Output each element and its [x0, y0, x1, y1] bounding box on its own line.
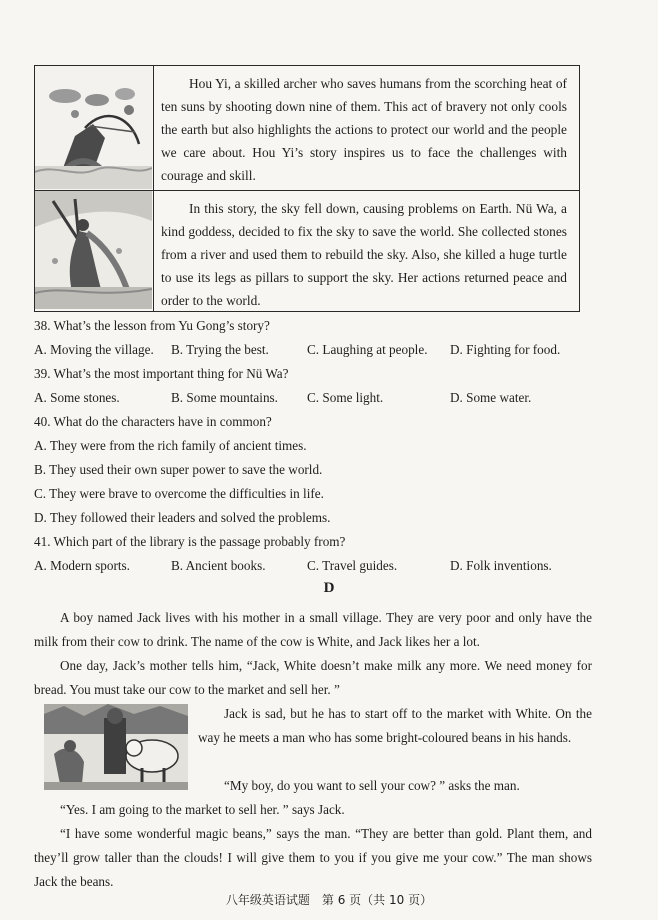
hou-yi-paragraph: Hou Yi, a skilled archer who saves humans from the scorching heat of ten suns by shooting down nine of them. This act of bravery not only cools the earth but also highlights the actions to protect our world and the people we care about. Hou Yi’s story inspires us to face the challenges with courage and skill. [161, 76, 567, 183]
q38-option-a: A. Moving the village. [34, 342, 154, 357]
q40-option-d: D. They followed their leaders and solved the problems. [34, 510, 331, 525]
q39-option-c: C. Some light. [307, 390, 384, 405]
passage-paragraph-2: One day, Jack’s mother tells him, “Jack, White doesn’t make milk any more. We need money for bread. You must take our cow to the market and sell her. ” [34, 658, 592, 697]
passage-paragraph-3: Jack is sad, but he has to start off to the market with White. On the way he meets a man who has some bright-coloured beans in his hands. [198, 706, 592, 745]
q40-option-b: B. They used their own super power to save the world. [34, 462, 323, 477]
nu-wa-paragraph: In this story, the sky fell down, causing problems on Earth. Nü Wa, a kind goddess, decided to fix the sky to save the world. She collected stones from a river and used them to rebuild the sky. Also, she killed a huge turtle to use its legs as pillars to support the sky. Her actions returned peace and order to the world. [161, 201, 567, 308]
q41-option-d: D. Folk inventions. [450, 558, 552, 573]
passage-paragraph-5: “Yes. I am going to the market to sell her. ” says Jack. [60, 802, 345, 817]
section-d-heading: D [323, 580, 335, 596]
q38-option-b: B. Trying the best. [171, 342, 269, 357]
question-41-stem: 41. Which part of the library is the passage probably from? [34, 534, 346, 549]
nu-wa-goddess-icon [35, 191, 152, 309]
q39-option-a: A. Some stones. [34, 390, 120, 405]
q39-option-b: B. Some mountains. [171, 390, 278, 405]
passage-paragraph-4: “My boy, do you want to sell your cow? ” asks the man. [224, 778, 520, 793]
q40-option-a: A. They were from the rich family of ancient times. [34, 438, 307, 453]
passage-paragraph-6: “I have some wonderful magic beans,” says the man. “They are better than gold. Plant them, and they’ll grow taller than the clouds! I will give them to you if you give me your cow.” The man shows Jack the beans. [34, 826, 592, 889]
hou-yi-text [161, 72, 567, 187]
hou-yi-archer-icon [35, 66, 152, 189]
nu-wa-text [161, 197, 567, 312]
jack-and-cow-icon [44, 704, 188, 790]
q41-option-b: B. Ancient books. [171, 558, 266, 573]
q41-option-c: C. Travel guides. [307, 558, 398, 573]
q40-option-c: C. They were brave to overcome the difficulties in life. [34, 486, 324, 501]
table-row-nu-wa [35, 191, 579, 311]
q41-option-a: A. Modern sports. [34, 558, 130, 573]
q38-option-d: D. Fighting for food. [450, 342, 561, 357]
question-39-stem: 39. What’s the most important thing for Nü Wa? [34, 366, 289, 381]
passage-paragraph-1: A boy named Jack lives with his mother in a small village. They are very poor and only have the milk from their cow to drink. The name of the cow is White, and Jack likes her a lot. [34, 610, 592, 649]
q39-option-d: D. Some water. [450, 390, 532, 405]
story-table [34, 65, 580, 312]
table-row-hou-yi [35, 66, 579, 191]
q38-option-c: C. Laughing at people. [307, 342, 428, 357]
question-40-stem: 40. What do the characters have in common? [34, 414, 272, 429]
jack-and-cow-illustration [44, 704, 188, 790]
page-footer: 八年级英语试题 第 6 页（共 10 页） [225, 893, 433, 907]
question-38-stem: 38. What’s the lesson from Yu Gong’s story? [34, 318, 270, 333]
nu-wa-illustration [35, 191, 154, 311]
hou-yi-illustration [35, 66, 154, 190]
